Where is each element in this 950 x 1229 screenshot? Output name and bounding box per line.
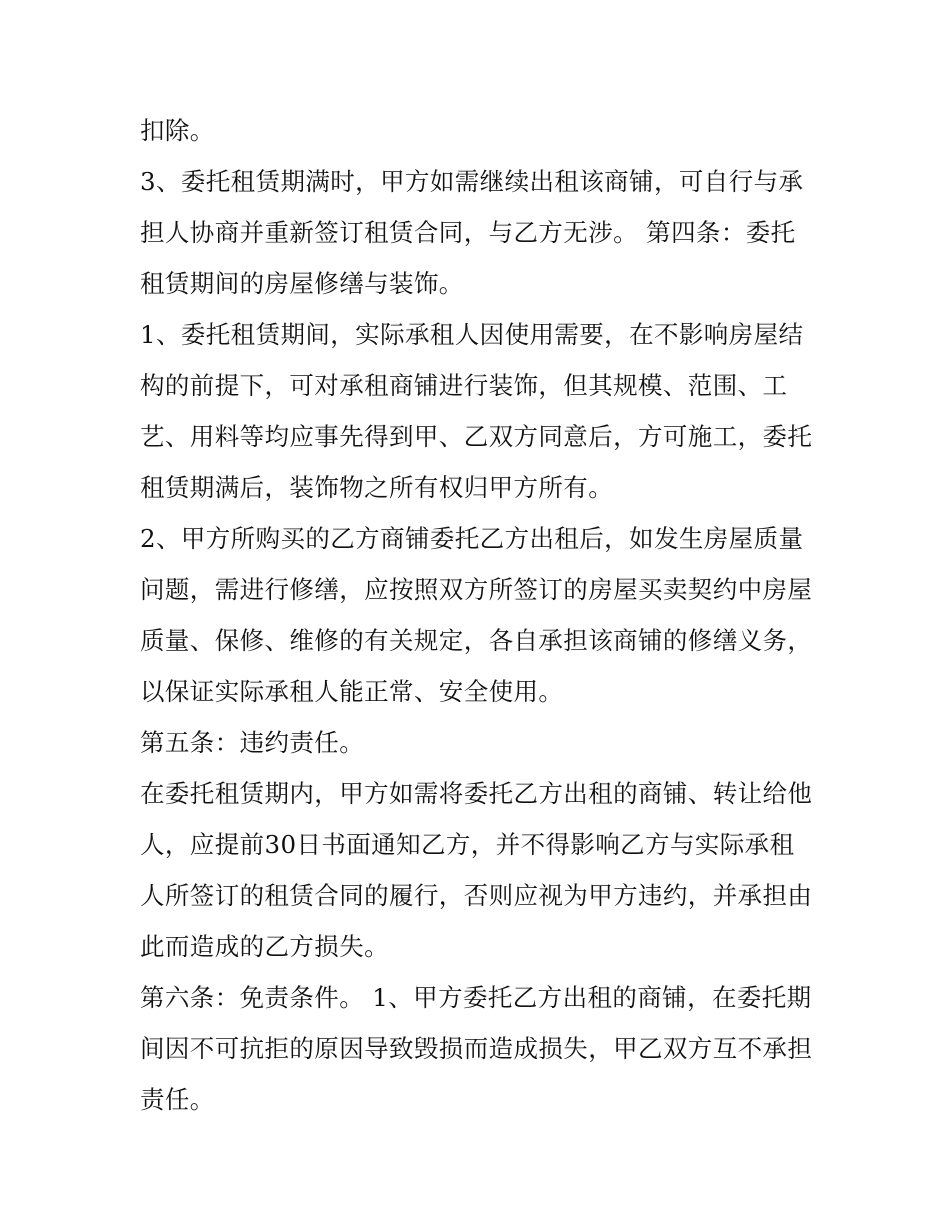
text-line: 在委托租赁期内，甲方如需将委托乙方出租的商铺、转让给他: [140, 779, 813, 808]
text-line: 责任。: [140, 1085, 215, 1114]
document-body: [140, 105, 820, 1125]
paragraph-article-6-exemption: [140, 972, 820, 1125]
text-line: 以保证实际承租人能正常、安全使用。: [140, 677, 564, 706]
text-line: 租赁期间的房屋修缮与装饰。: [140, 269, 464, 298]
text-line: 人所签订的租赁合同的履行，否则应视为甲方违约，并承担由: [140, 881, 813, 910]
paragraph-clause-2-repairs: [140, 513, 820, 717]
text-line: 3、委托租赁期满时，甲方如需继续出租该商铺，可自行与承: [140, 167, 804, 196]
text-line: 第六条：免责条件。 1、甲方委托乙方出租的商铺，在委托期: [140, 983, 812, 1012]
paragraph-clause-3-lease-expiry: [140, 156, 820, 309]
paragraph-deduction: [140, 105, 820, 156]
text-line: 间因不可抗拒的原因导致毁损而造成损失，甲乙双方互不承担: [140, 1034, 813, 1063]
text-line: 此而造成的乙方损失。: [140, 932, 389, 961]
text-line: 担人协商并重新签订租赁合同，与乙方无涉。 第四条：委托: [140, 218, 796, 247]
text-line: 1、委托租赁期间，实际承租人因使用需要，在不影响房屋结: [140, 320, 804, 349]
text-line: 问题，需进行修缮，应按照双方所签订的房屋买卖契约中房屋: [140, 575, 813, 604]
text-line: 租赁期满后，装饰物之所有权归甲方所有。: [140, 473, 614, 502]
text-line: 构的前提下，可对承租商铺进行装饰，但其规模、范围、工: [140, 371, 788, 400]
paragraph-clause-1-decoration: [140, 309, 820, 513]
text-line: 第五条：违约责任。: [140, 728, 365, 757]
text-line: 扣除。: [140, 116, 215, 145]
text-line: 质量、保修、维修的有关规定，各自承担该商铺的修缮义务，: [140, 626, 813, 655]
paragraph-article-5-breach: [140, 768, 820, 972]
heading-article-5: [140, 717, 820, 768]
text-line: 人，应提前30日书面通知乙方，并不得影响乙方与实际承租: [140, 830, 795, 859]
text-line: 2、甲方所购买的乙方商铺委托乙方出租后，如发生房屋质量: [140, 524, 804, 553]
text-line: 艺、用料等均应事先得到甲、乙双方同意后，方可施工，委托: [140, 422, 813, 451]
